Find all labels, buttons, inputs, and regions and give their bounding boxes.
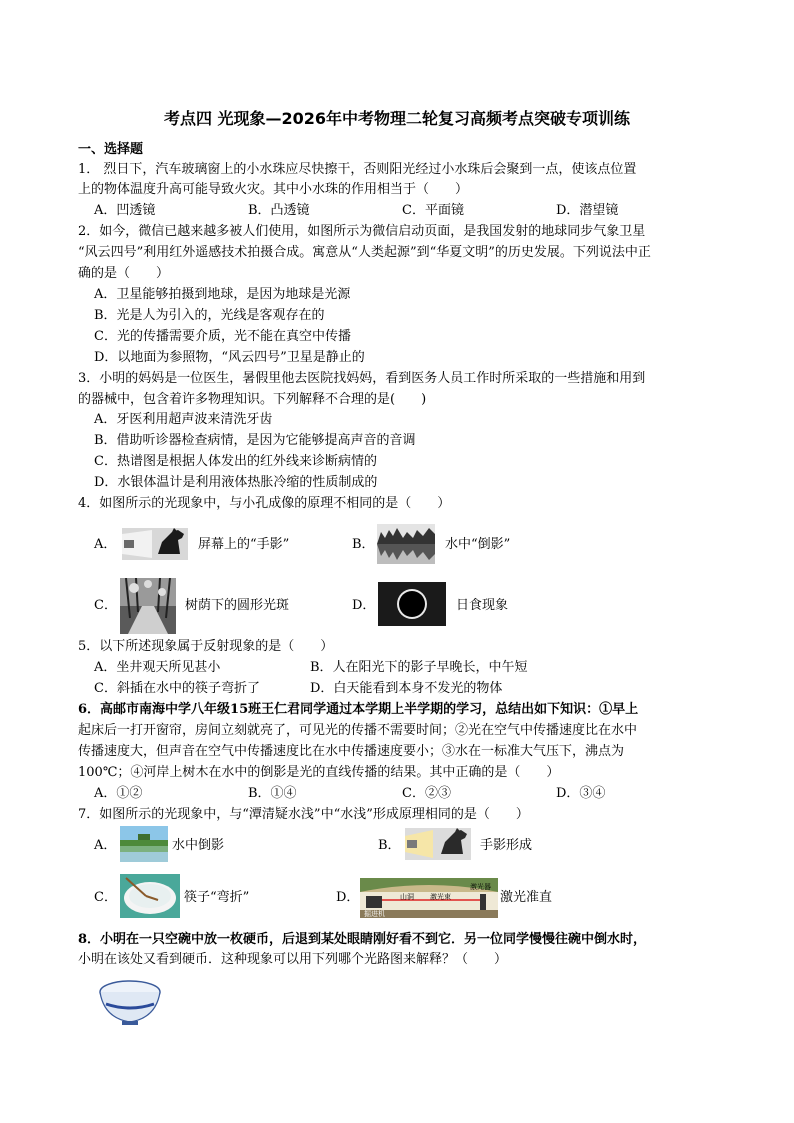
q1-text-line-1: 1． 烈日下，汽车玻璃窗上的小水珠应尽快擦干，否则阳光经过小水珠后会聚到一点，使该点位置: [78, 162, 637, 177]
q4-text: 4．如图所示的光现象中，与小孔成像的原理不相同的是（ ）: [78, 496, 451, 511]
q1-option-d[interactable]: D．潜望镜: [556, 203, 619, 218]
q3-option-c[interactable]: C．热谱图是根据人体发出的红外线来诊断病情的: [94, 454, 377, 469]
solar-eclipse-image: [378, 582, 446, 626]
q6-text-line-3: 传播速度大，但声音在空气中传播速度比在水中传播速度要小；③水在一标准大气压下，沸点为: [78, 744, 625, 759]
q3-text-line-2: 的器械中，包含着许多物理知识。下列解释不合理的是( ): [78, 392, 427, 407]
q1-text-line-2: 上的物体温度升高可能导致火灾。其中小水珠的作用相当于（ ）: [78, 182, 469, 197]
q5-option-c[interactable]: C．斜插在水中的筷子弯折了: [94, 681, 260, 696]
q1-option-c[interactable]: C．平面镜: [402, 203, 464, 218]
q6-option-d[interactable]: D．③④: [556, 786, 606, 801]
q3-text-line-1: 3．小明的妈妈是一位医生，暑假里他去医院找妈妈，看到医务人员工作时所采取的一些措施和用到: [78, 371, 646, 386]
q6-text-line-2: 起床后一打开窗帘，房间立刻就亮了，可见光的传播不需要时间；②光在空气中传播速度比在水中: [78, 723, 638, 738]
q7-text: 7．如图所示的光现象中，与“潭清疑水浅”中“水浅”形成原理相同的是（ ）: [78, 807, 529, 822]
q2-text-line-3: 确的是（ ）: [78, 266, 170, 281]
q4-option-d-letter[interactable]: D．: [352, 598, 376, 613]
q7-option-b-caption: 手影形成: [480, 838, 533, 853]
laser-label-beam: 激光束: [430, 893, 451, 901]
q3-option-b[interactable]: B．借助听诊器检查病情，是因为它能够提高声音的音调: [94, 433, 416, 448]
q2-text-line-1: 2．如今，微信已越来越多被人们使用，如图所示为微信启动页面，是我国发射的地球同步气象卫星: [78, 224, 646, 239]
q4-option-a-caption: 屏幕上的“手影”: [198, 537, 290, 552]
q2-option-a[interactable]: A．卫星能够拍摄到地球，是因为地球是光源: [94, 287, 351, 302]
q2-text-line-2: “风云四号”利用红外遥感技术拍摄合成。寓意从“人类起源”到“华夏文明”的历史发展。下列说法中正: [78, 245, 651, 260]
q6-option-a[interactable]: A．①②: [94, 786, 143, 801]
hand-shadow-image-2: [405, 828, 471, 860]
q7-option-c-letter[interactable]: C．: [94, 890, 117, 905]
q2-option-c[interactable]: C．光的传播需要介质，光不能在真空中传播: [94, 329, 351, 344]
q5-text: 5．以下所述现象属于反射现象的是（ ）: [78, 639, 334, 654]
page-title: 考点四 光现象—2026年中考物理二轮复习高频考点突破专项训练: [163, 109, 631, 128]
q6-text-line-4: 100℃；④河岸上树木在水中的倒影是光的直线传播的结果。其中正确的是（ ）: [78, 765, 560, 780]
q1-option-b[interactable]: B．凸透镜: [248, 203, 310, 218]
q5-option-a[interactable]: A．坐井观天所见甚小: [94, 660, 221, 675]
q6-option-b[interactable]: B．①④: [248, 786, 297, 801]
q7-option-c-caption: 筷子“弯折”: [184, 890, 250, 905]
q6-text-line-1: 6．高邮市南海中学八年级15班王仁君同学通过本学期上半学期的学习，总结出如下知识：①早上: [78, 702, 639, 717]
lake-reflection-image: [120, 826, 168, 862]
q2-option-b[interactable]: B．光是人为引入的，光线是客观存在的: [94, 308, 325, 323]
q4-option-c-letter[interactable]: C．: [94, 598, 117, 613]
q8-text-line-2: 小明在该处又看到硬币．这种现象可以用下列哪个光路图来解释？（ ）: [78, 952, 508, 967]
q4-option-a-letter[interactable]: A．: [94, 537, 117, 552]
q4-option-d-caption: 日食现象: [456, 598, 509, 613]
q7-option-b-letter[interactable]: B．: [378, 838, 401, 853]
q1-option-a[interactable]: A．凹透镜: [94, 203, 156, 218]
q2-option-d[interactable]: D．以地面为参照物，“风云四号”卫星是静止的: [94, 350, 365, 365]
laser-label-boring-machine: 掘进机: [364, 910, 385, 918]
q7-option-a-letter[interactable]: A．: [94, 838, 117, 853]
section-heading: 一、选择题: [78, 142, 144, 157]
hand-shadow-image: [122, 528, 188, 560]
q7-option-a-caption: 水中倒影: [172, 838, 225, 853]
q7-option-d-letter[interactable]: D．: [336, 890, 360, 905]
q4-option-b-caption: 水中“倒影”: [445, 537, 511, 552]
laser-label-emitter: 激光器: [470, 883, 491, 891]
q3-option-d[interactable]: D．水银体温计是利用液体热胀冷缩的性质制成的: [94, 475, 378, 490]
laser-label-tunnel: 山洞: [400, 893, 414, 901]
tree-shade-image: [120, 578, 176, 634]
bowl-coin-image: [98, 978, 162, 1028]
q4-option-c-caption: 树荫下的圆形光斑: [185, 598, 290, 613]
q3-option-a[interactable]: A．牙医利用超声波来清洗牙齿: [94, 412, 273, 427]
q5-option-b[interactable]: B．人在阳光下的影子早晚长，中午短: [310, 660, 528, 675]
laser-tunnel-image: [360, 878, 498, 918]
water-reflection-image: [377, 524, 435, 564]
q6-option-c[interactable]: C．②③: [402, 786, 451, 801]
q4-option-b-letter[interactable]: B．: [352, 537, 375, 552]
chopsticks-bowl-image: [120, 874, 180, 918]
q7-option-d-caption: 激光准直: [500, 890, 553, 905]
q5-option-d[interactable]: D．白天能看到本身不发光的物体: [310, 681, 503, 696]
q8-text-line-1: 8．小明在一只空碗中放一枚硬币，后退到某处眼睛刚好看不到它．另一位同学慢慢往碗中倒水时，: [78, 932, 647, 947]
